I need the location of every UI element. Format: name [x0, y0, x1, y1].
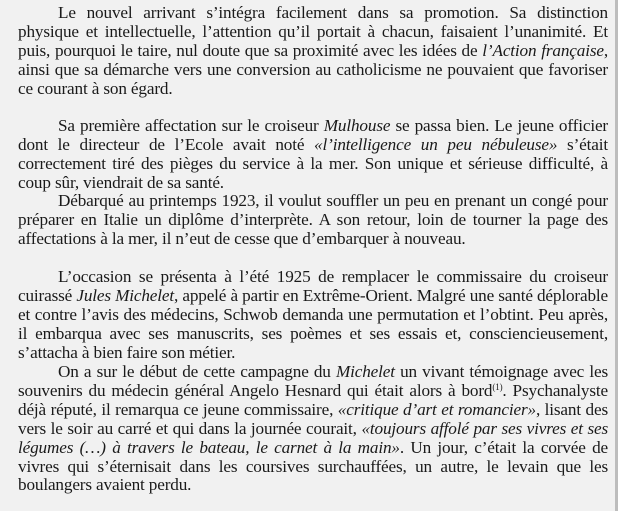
p5-text-d: , lisant des vers le soir au carré et qui dans la journée courait, [18, 399, 608, 438]
paragraph-1 [18, 4, 608, 99]
p2-text-b: se passa bien. Le jeune officier dont le directeur de l’Ecole avait noté [18, 116, 608, 154]
p2-text-a: Sa première affectation sur le croiseur [58, 116, 324, 135]
p4-italic-jules-michelet: Jules Michelet [76, 285, 175, 305]
p5-italic-critique: «critique d’art et romancier» [337, 399, 536, 419]
p1-text-b: , ainsi que sa démarche vers une conversion au catholicisme ne pouvaient que favoriser ce courant à son égard. [18, 40, 608, 98]
p5-text-e: . Un jour, c’était la corvée de vivres qui s’éternisait dans les coursives surchauffées, un autre, le levain que les boulangers avaient perdu. [18, 437, 608, 495]
p5-italic-toujours: «toujours affolé par ses vivres et ses légumes (…) à travers le bateau, le carnet à la main» [18, 418, 609, 457]
p1-italic-action-francaise: l’Action française [482, 40, 604, 60]
p3-text: Débarqué au printemps 1923, il voulut souffler un peu en prenant un congé pour préparer en Italie un diplôme d’interprète. A son retour, loin de tourner la page des affectations à la mer, il n’eut de cesse que d’embarquer à nouveau. [18, 191, 608, 248]
p4-text-b: , appelé à partir en Extrême-Orient. Malgré une santé déplorable et contre l’avis des médecins, Schwob demanda une permutation et l’obtint. Peu après, il embarqua avec ses manuscrits, ses poèmes et ses essais et, consciencieusement, s’attacha à bien faire son métier. [18, 285, 609, 362]
p5-text-b: un vivant témoignage avec les souvenirs du médecin général Angelo Hesnard qui était alors à bord [18, 362, 608, 400]
p4-text-a: L’occasion se présenta à l’été 1925 de remplacer le commissaire du croiseur cuirassé [18, 267, 608, 305]
paragraph-5 [18, 363, 608, 495]
footnote-marker: (1) [492, 381, 503, 392]
p5-text-a: On a sur le début de cette campagne du [58, 362, 336, 381]
p2-italic-quote: «l’intelligence un peu nébuleuse» [314, 134, 558, 154]
paragraph-2 [18, 117, 608, 193]
p1-text-a: Le nouvel arrivant s’intégra facilement dans sa promotion. Sa distinction physique et intellectuelle, l’attention qu’il portait à chacun, faisaient l’unanimité. Et puis, pourquoi le taire, nul doute que sa proximité avec les idées de [18, 3, 608, 60]
paragraph-4 [18, 268, 608, 363]
p2-text-c: s’était correctement tiré des pièges du service à la mer. Son unique et sérieuse difficulté, à coup sûr, viendrait de sa santé. [18, 134, 609, 192]
p5-italic-michelet: Michelet [335, 362, 395, 381]
paragraph-3 [18, 192, 608, 249]
p2-italic-mulhouse: Mulhouse [323, 116, 391, 135]
p5-text-c: . Psychanalyste déjà réputé, il remarqua ce jeune commissaire, [18, 380, 608, 419]
